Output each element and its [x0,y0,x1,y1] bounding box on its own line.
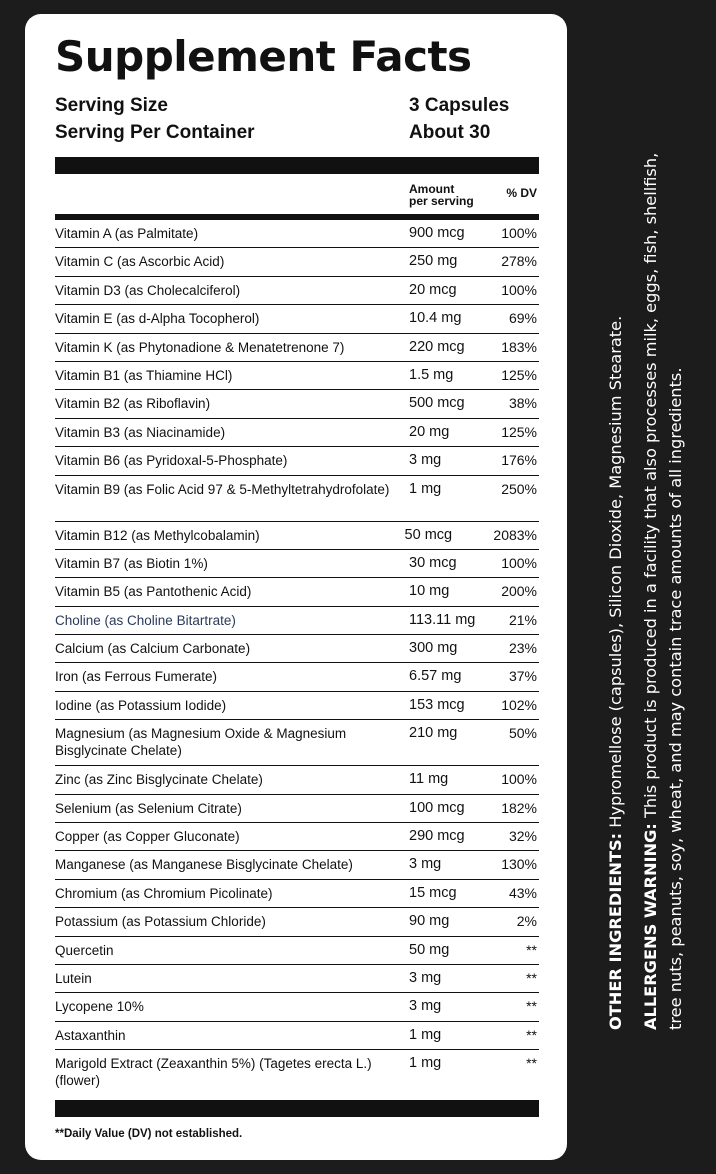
nutrient-amount: 50 mcg [404,526,453,543]
nutrient-dv: ** [526,969,537,986]
table-row [55,635,539,663]
table-row [55,851,539,879]
nutrient-name: Vitamin B12 (as Methylcobalamin) [55,527,260,543]
nutrient-amount: 210 mg [409,725,458,742]
nutrient-name: Vitamin B9 (as Folic Acid 97 & 5-Methyltetrahydrofolate) [55,481,390,497]
nutrient-amount: 1 mg [409,1055,442,1072]
footnote: **Daily Value (DV) not established. [55,1128,243,1141]
nutrient-name: Vitamin B3 (as Niacinamide) [55,424,226,440]
nutrient-name: Copper (as Copper Gluconate) [55,829,240,845]
table-row [55,663,539,691]
nutrient-amount: 1.5 mg [409,366,454,383]
nutrient-amount: 1 mg [409,480,442,497]
nutrient-name: Vitamin C (as Ascorbic Acid) [55,254,225,270]
nutrient-amount: 300 mg [409,640,458,657]
nutrient-name: Vitamin A (as Palmitate) [55,226,199,241]
table-row [55,1022,539,1050]
table-row [55,550,539,578]
nutrient-dv: 2083% [493,526,537,543]
nutrient-dv: 182% [501,799,537,816]
table-row [55,692,539,720]
nutrient-dv: 37% [508,668,537,685]
nutrient-dv: ** [526,998,537,1015]
servings-per-container-row [55,119,539,146]
nutrient-name: Potassium (as Potassium Chloride) [55,914,266,930]
nutrient-name: Vitamin D3 (as Cholecalciferol) [55,282,241,298]
nutrient-dv: 130% [501,856,537,873]
nutrient-amount: 1 mg [409,1026,442,1043]
table-row [55,476,539,522]
nutrient-dv: 100% [501,281,537,298]
nutrient-name: Quercetin [55,942,114,958]
table-row [55,795,539,823]
nutrient-name: Vitamin B6 (as Pyridoxal-5-Phosphate) [55,453,288,469]
other-ingredients-label: OTHER INGREDIENTS: [606,832,625,1030]
column-header [55,174,539,220]
nutrient-name: Chromium (as Chromium Picolinate) [55,885,273,901]
nutrient-name: Selenium (as Selenium Citrate) [55,800,242,816]
other-ingredients-text: Hypromellose (capsules), Silicon Dioxide, Magnesium Stearate. [606,315,625,833]
nutrient-name: Manganese (as Manganese Bisglycinate Chelate) [55,857,353,873]
nutrient-dv: ** [526,941,537,958]
nutrient-name: Iron (as Ferrous Fumerate) [55,669,218,685]
divider-bar-bottom [55,1100,539,1117]
nutrient-dv: 69% [508,310,537,327]
table-row [55,937,539,965]
nutrient-name: Vitamin B5 (as Pantothenic Acid) [55,584,252,600]
table-row [55,305,539,333]
table-row [55,720,539,766]
nutrient-name: Lycopene 10% [55,999,144,1015]
nutrient-name: Iodine (as Potassium Iodide) [55,697,227,713]
nutrient-name: Vitamin K (as Phytonadione & Menatetrenone 7) [55,339,345,355]
table-row [55,578,539,606]
serving-size-value: 3 Capsules [409,95,510,116]
nutrient-amount: 3 mg [409,969,442,986]
nutrient-amount: 6.57 mg [409,668,462,685]
other-ingredients [603,130,628,1030]
table-row [55,277,539,305]
table-row [55,965,539,993]
nutrient-dv: 200% [501,583,537,600]
allergens-warning-label: ALLERGENS WARNING: [641,823,660,1030]
table-row [55,419,539,447]
nutrient-amount: 20 mg [409,423,450,440]
nutrient-name: Vitamin B1 (as Thiamine HCl) [55,367,233,383]
nutrient-amount: 50 mg [409,941,450,958]
nutrient-name: Marigold Extract (Zeaxanthin 5%) (Tagetes erecta L.) (flower) [55,1056,372,1089]
nutrient-amount: 30 mcg [409,554,457,571]
table-row [55,908,539,936]
nutrient-name: Magnesium (as Magnesium Oxide & Magnesium Bisglycinate Chelate) [55,726,347,759]
table-row [55,1050,539,1100]
nutrient-amount: 100 mcg [409,799,465,816]
nutrient-amount: 220 mcg [409,338,465,355]
nutrient-name: Vitamin B2 (as Riboflavin) [55,396,211,412]
nutrient-dv: 250% [501,480,537,497]
nutrient-name: Vitamin B7 (as Biotin 1%) [55,555,208,571]
nutrient-dv: 176% [501,452,537,469]
table-row [55,993,539,1021]
table-row [55,522,539,550]
nutrient-name: Zinc (as Zinc Bisglycinate Chelate) [55,772,263,788]
supplement-facts-panel [25,14,567,1160]
nutrient-dv: 100% [501,771,537,788]
nutrient-name: Lutein [55,970,92,986]
nutrient-amount: 20 mcg [409,281,457,298]
nutrient-amount: 3 mg [409,452,442,469]
table-row [55,447,539,475]
nutrient-dv: 38% [508,395,537,412]
nutrient-amount: 11 mg [409,771,449,788]
table-row [55,334,539,362]
nutrient-amount: 3 mg [409,998,442,1015]
nutrient-name: Choline (as Choline Bitartrate) [55,612,236,628]
nutrient-amount: 10 mg [409,583,450,600]
table-row [55,766,539,794]
serving-size-row [55,92,539,119]
nutrient-dv: 100% [501,225,537,241]
allergens-warning [638,130,688,1030]
nutrient-amount: 250 mg [409,253,458,270]
side-text [603,130,698,1030]
nutrient-name: Calcium (as Calcium Carbonate) [55,641,251,657]
nutrient-dv: 43% [508,884,537,901]
nutrient-dv: 32% [508,828,537,845]
nutrient-dv: ** [526,1055,537,1072]
nutrient-dv: ** [526,1026,537,1043]
nutrient-dv: 102% [501,696,537,713]
servings-per-container-label: Serving Per Container [55,122,255,143]
table-row [55,248,539,276]
table-row [55,880,539,908]
serving-size-label: Serving Size [55,95,168,116]
panel-title: Supplement Facts [55,32,472,81]
divider-bar [55,157,539,174]
nutrient-dv: 23% [508,640,537,657]
table-row [55,823,539,851]
table-row [55,390,539,418]
servings-per-container-value: About 30 [409,122,491,143]
nutrient-amount: 90 mg [409,913,450,930]
allergens-warning-text: This product is produced in a facility that also processes milk, eggs, fish, shellfish, tree nuts, peanuts, soy, wheat, and may contain trace amounts of all ingredients. [641,152,685,1030]
nutrient-name: Vitamin E (as d-Alpha Tocopherol) [55,311,260,327]
nutrient-amount: 15 mcg [409,884,457,901]
dv-column-header: % DV [506,186,537,200]
nutrient-name: Astaxanthin [55,1027,126,1043]
nutrient-dv: 50% [508,725,537,742]
nutrient-amount: 290 mcg [409,828,465,845]
amount-column-header: Amount per serving [409,182,474,208]
table-row [55,362,539,390]
nutrient-dv: 100% [501,554,537,571]
nutrient-dv: 125% [501,366,537,383]
nutrient-amount: 3 mg [409,856,442,873]
nutrient-dv: 2% [516,913,537,930]
nutrient-amount: 153 mcg [409,696,465,713]
nutrient-dv: 278% [501,253,537,270]
nutrient-dv: 125% [501,423,537,440]
nutrient-amount: 113.11 mg [409,611,476,628]
nutrient-table [55,220,539,1100]
nutrient-amount: 10.4 mg [409,310,462,327]
nutrient-dv: 21% [508,611,537,628]
nutrient-amount: 500 mcg [409,395,465,412]
table-row [55,220,539,248]
nutrient-dv: 183% [501,338,537,355]
nutrient-amount: 900 mcg [409,225,465,241]
table-row [55,607,539,635]
